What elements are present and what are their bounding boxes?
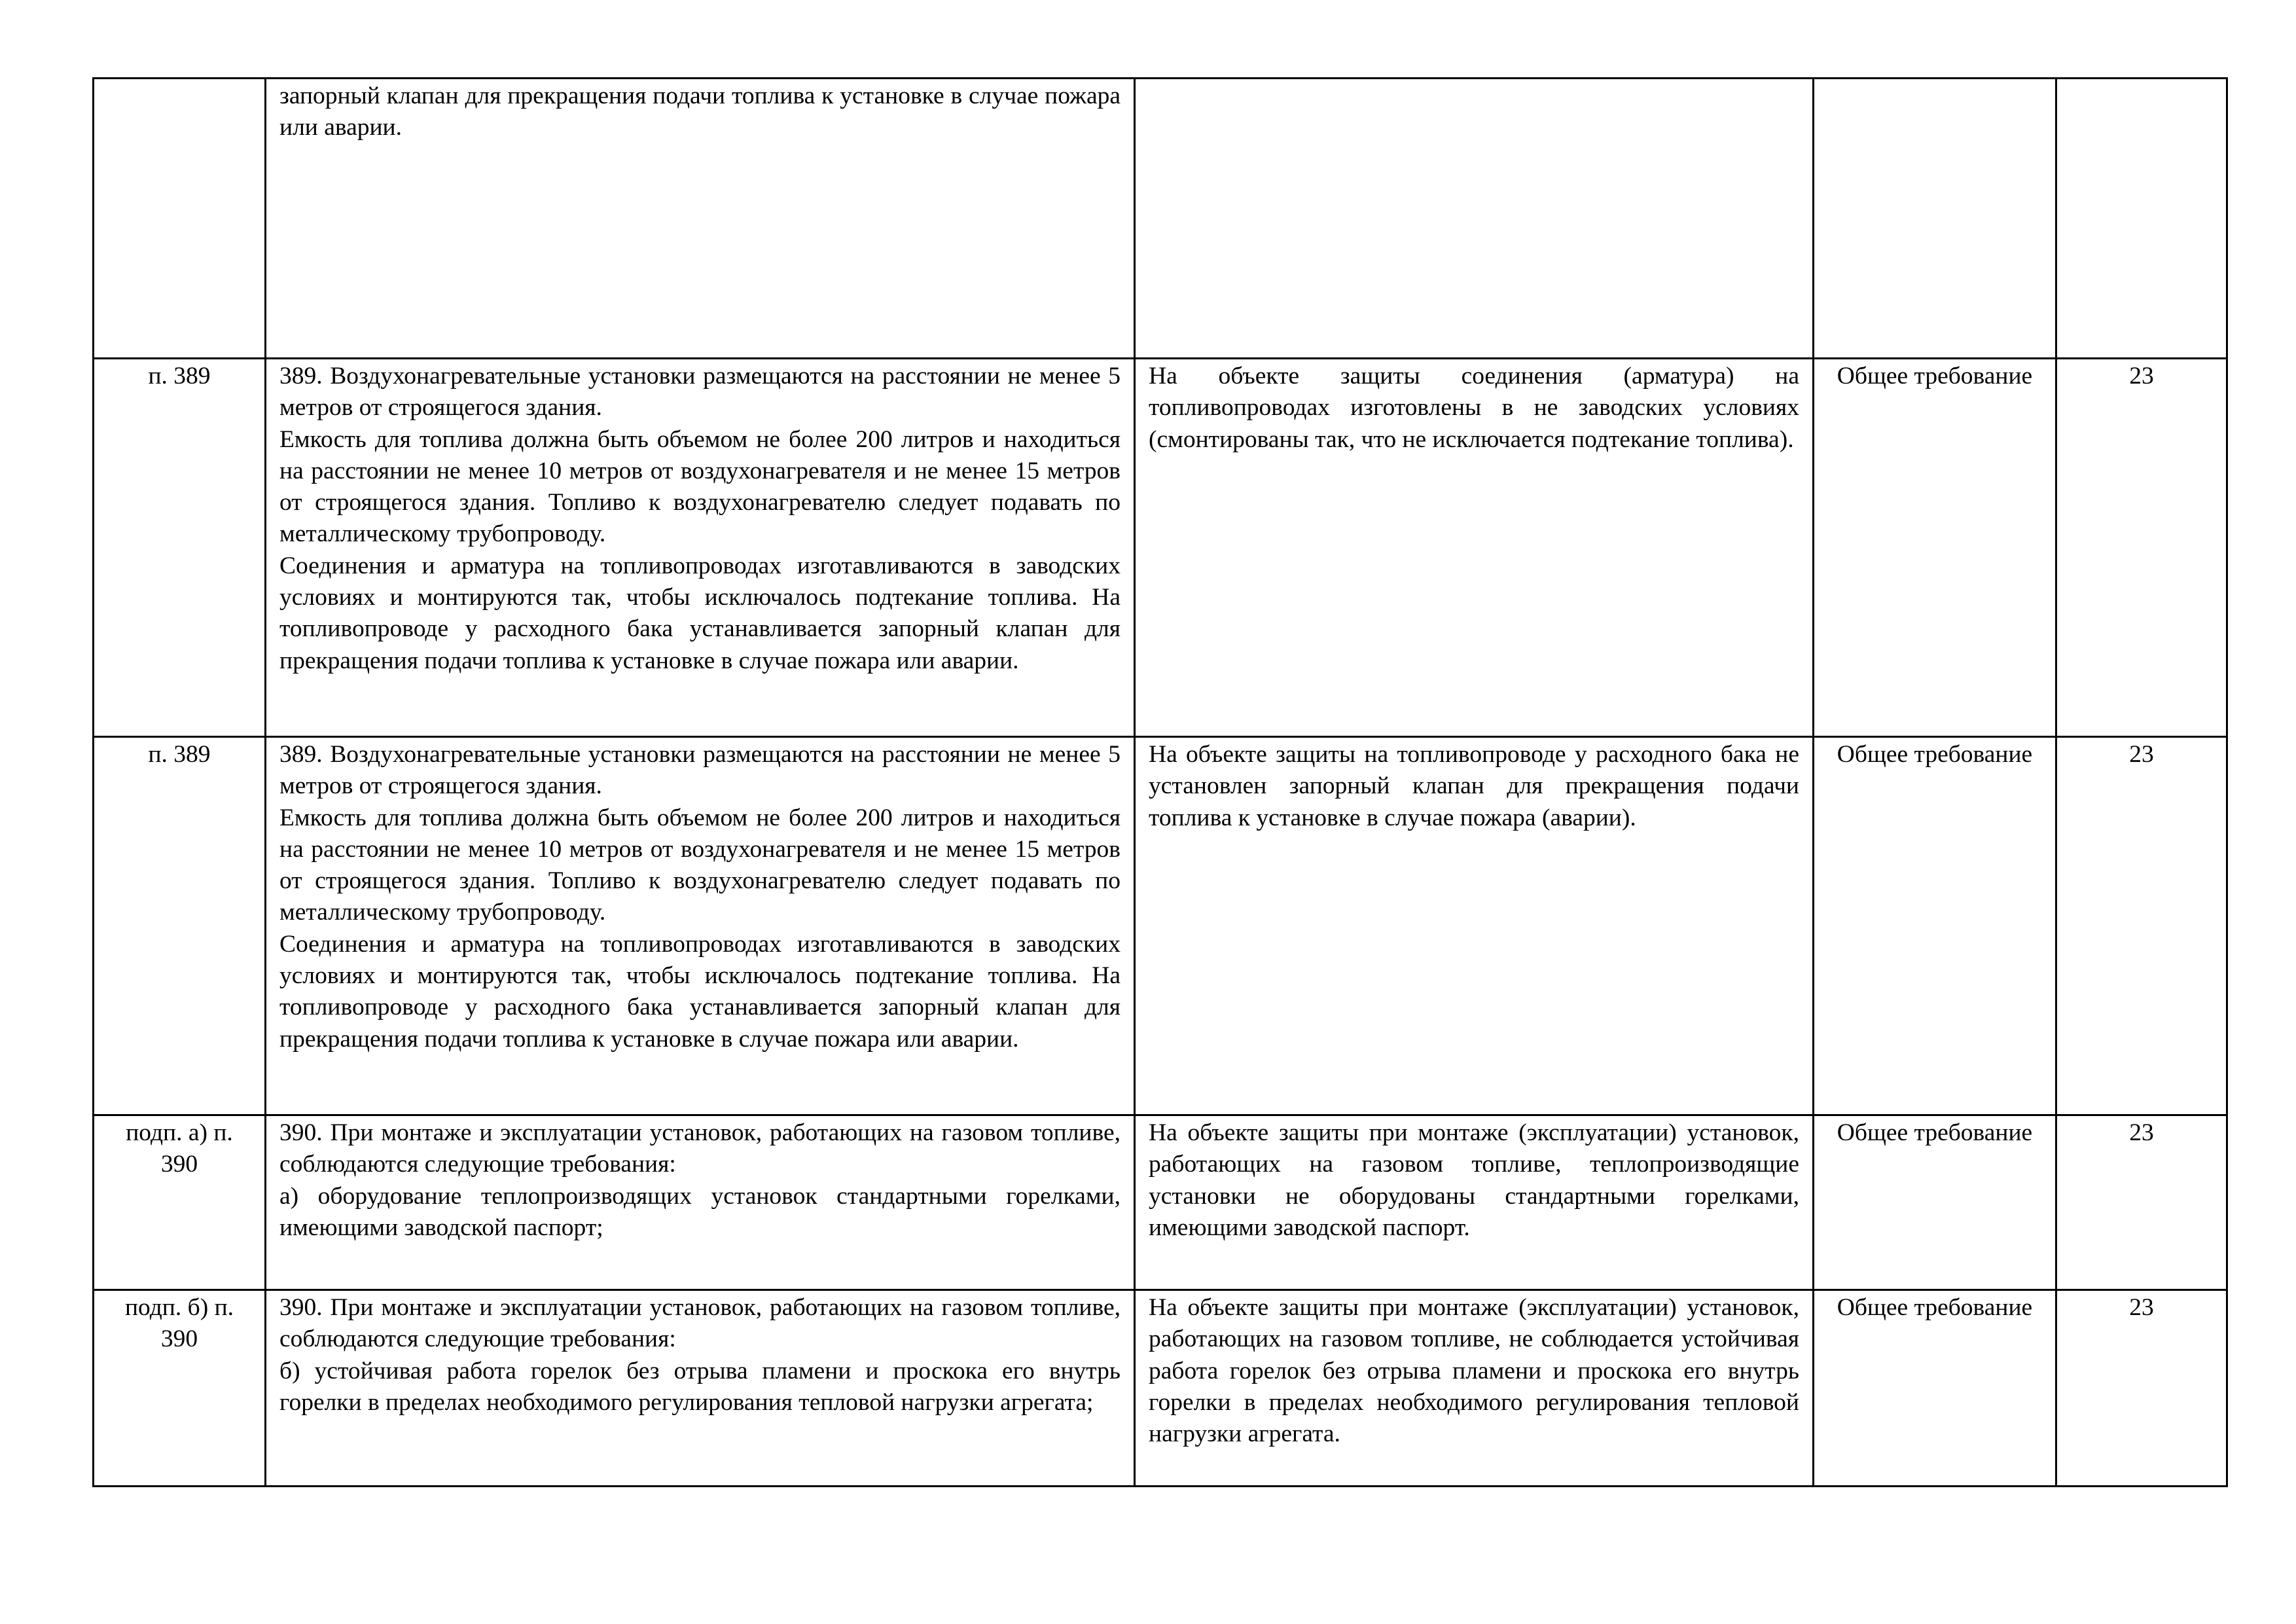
- number-cell: 23: [2056, 737, 2227, 1115]
- requirement-text: Емкость для топлива должна быть объемом не более 200 литров и находиться на расстоянии не менее 10 метров от воздухонагревателя и не менее 15 метров от строящегося здания. Топливо к воздухонагревателю следует подавать по металлическому трубопроводу.: [279, 804, 1121, 926]
- requirement-cell: [266, 359, 1135, 737]
- table-row: [94, 1290, 2227, 1487]
- requirement-text: а) оборудование теплопроизводящих установок стандартными горелками, имеющими заводской паспорт;: [279, 1182, 1121, 1241]
- requirement-text: 390. При монтаже и эксплуатации установок, работающих на газовом топливе, соблюдаются следующие требования:: [279, 1294, 1121, 1353]
- violation-cell: На объекте защиты на топливопроводе у расходного бака не установлен запорный клапан для прекращения подачи топлива к установке в случае пожара (аварии).: [1135, 737, 1814, 1115]
- requirement-cell: [266, 1115, 1135, 1290]
- number-cell: 23: [2056, 359, 2227, 737]
- requirement-type-cell: Общее требование: [1814, 359, 2056, 737]
- table-row: [94, 737, 2227, 1115]
- requirement-type-cell: [1814, 79, 2056, 359]
- requirement-text: 389. Воздухонагревательные установки размещаются на расстоянии не менее 5 метров от строящегося здания.: [279, 741, 1121, 800]
- table-row: [94, 79, 2227, 359]
- requirement-text: б) устойчивая работа горелок без отрыва пламени и проскока его внутрь горелки в пределах необходимого регулирования тепловой нагрузки агрегата;: [279, 1357, 1121, 1416]
- violation-cell: [1135, 79, 1814, 359]
- violation-cell: На объекте защиты при монтаже (эксплуатации) установок, работающих на газовом топливе, не соблюдается устойчивая работа горелок без отрыва пламени и проскока его внутрь горелки в пределах необходимого регулирования тепловой нагрузки агрегата.: [1135, 1290, 1814, 1487]
- number-cell: 23: [2056, 1115, 2227, 1290]
- table-row: [94, 1115, 2227, 1290]
- clause-ref-cell: п. 389: [94, 359, 266, 737]
- requirement-cell: [266, 1290, 1135, 1487]
- clause-ref-cell: [94, 79, 266, 359]
- requirement-type-cell: Общее требование: [1814, 1290, 2056, 1487]
- violation-cell: На объекте защиты соединения (арматура) на топливопроводах изготовлены в не заводских условиях (смонтированы так, что не исключается подтекание топлива).: [1135, 359, 1814, 737]
- requirement-type-cell: Общее требование: [1814, 737, 2056, 1115]
- requirement-text: Емкость для топлива должна быть объемом не более 200 литров и находиться на расстоянии не менее 10 метров от воздухонагревателя и не менее 15 метров от строящегося здания. Топливо к воздухонагревателю следует подавать по металлическому трубопроводу.: [279, 425, 1121, 548]
- violation-cell: На объекте защиты при монтаже (эксплуатации) установок, работающих на газовом топливе, теплопроизводящие установки не оборудованы стандартными горелками, имеющими заводской паспорт.: [1135, 1115, 1814, 1290]
- requirements-table: [92, 77, 2228, 1487]
- number-cell: 23: [2056, 1290, 2227, 1487]
- clause-ref-cell: подп. б) п. 390: [94, 1290, 266, 1487]
- requirement-type-cell: Общее требование: [1814, 1115, 2056, 1290]
- requirement-text: 390. При монтаже и эксплуатации установок, работающих на газовом топливе, соблюдаются следующие требования:: [279, 1119, 1121, 1178]
- requirement-text: запорный клапан для прекращения подачи топлива к установке в случае пожара или аварии.: [279, 82, 1121, 141]
- clause-ref-cell: подп. а) п. 390: [94, 1115, 266, 1290]
- requirement-cell: [266, 79, 1135, 359]
- requirement-text: Соединения и арматура на топливопроводах изготавливаются в заводских условиях и монтируются так, чтобы исключалось подтекание топлива. На топливопроводе у расходного бака устанавливается запорный клапан для прекращения подачи топлива к установке в случае пожара или аварии.: [279, 930, 1121, 1053]
- requirement-cell: [266, 737, 1135, 1115]
- requirement-text: Соединения и арматура на топливопроводах изготавливаются в заводских условиях и монтируются так, чтобы исключалось подтекание топлива. На топливопроводе у расходного бака устанавливается запорный клапан для прекращения подачи топлива к установке в случае пожара или аварии.: [279, 552, 1121, 674]
- table-row: [94, 359, 2227, 737]
- requirement-text: 389. Воздухонагревательные установки размещаются на расстоянии не менее 5 метров от строящегося здания.: [279, 363, 1121, 422]
- number-cell: [2056, 79, 2227, 359]
- clause-ref-cell: п. 389: [94, 737, 266, 1115]
